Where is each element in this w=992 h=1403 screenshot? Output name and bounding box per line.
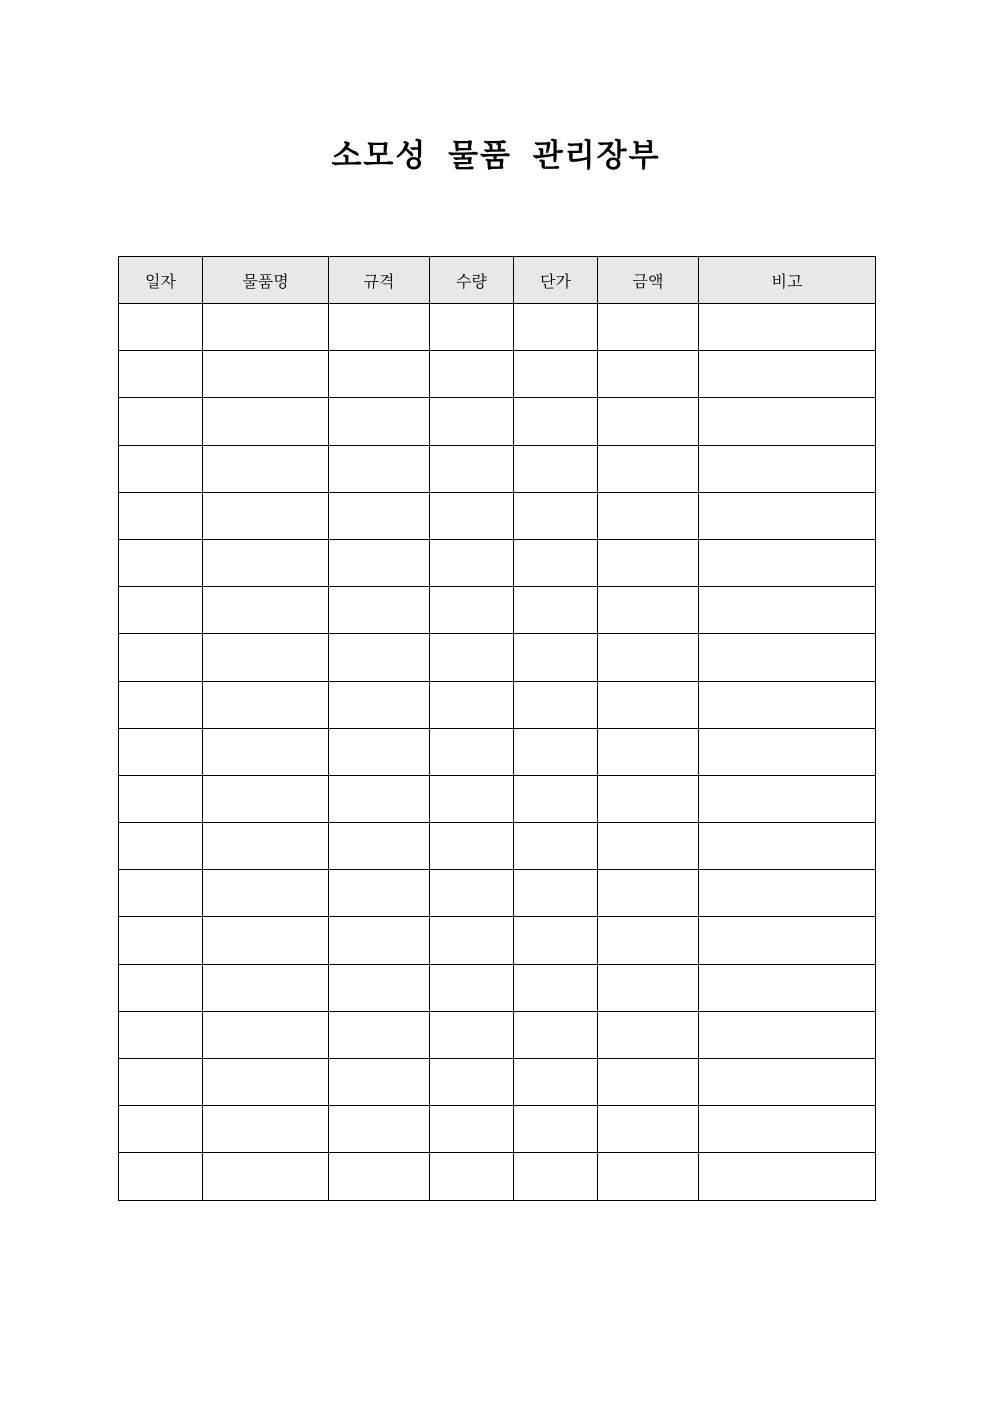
table-row (119, 964, 876, 1011)
remarks-cell[interactable] (699, 823, 876, 870)
item-name-cell[interactable] (203, 870, 329, 917)
unit-price-cell[interactable] (514, 304, 598, 351)
table-row (119, 351, 876, 398)
unit-price-cell[interactable] (514, 1011, 598, 1058)
date-cell[interactable] (119, 492, 203, 539)
amount-cell[interactable] (598, 1106, 699, 1153)
amount-cell[interactable] (598, 775, 699, 822)
column-header-spec: 규격 (329, 257, 430, 304)
remarks-cell[interactable] (699, 870, 876, 917)
table-row (119, 775, 876, 822)
amount-cell[interactable] (598, 587, 699, 634)
quantity-cell[interactable] (430, 681, 514, 728)
remarks-cell[interactable] (699, 1153, 876, 1200)
unit-price-cell[interactable] (514, 539, 598, 586)
item-name-cell[interactable] (203, 775, 329, 822)
date-cell[interactable] (119, 870, 203, 917)
column-header-date: 일자 (119, 257, 203, 304)
amount-cell[interactable] (598, 1059, 699, 1106)
table-row (119, 539, 876, 586)
date-cell[interactable] (119, 1059, 203, 1106)
spec-cell[interactable] (329, 1011, 430, 1058)
spec-cell[interactable] (329, 539, 430, 586)
column-header-unit-price: 단가 (514, 257, 598, 304)
spec-cell[interactable] (329, 492, 430, 539)
unit-price-cell[interactable] (514, 964, 598, 1011)
quantity-cell[interactable] (430, 1153, 514, 1200)
unit-price-cell[interactable] (514, 823, 598, 870)
spec-cell[interactable] (329, 1059, 430, 1106)
column-header-item-name: 물품명 (203, 257, 329, 304)
date-cell[interactable] (119, 445, 203, 492)
amount-cell[interactable] (598, 1153, 699, 1200)
remarks-cell[interactable] (699, 728, 876, 775)
quantity-cell[interactable] (430, 775, 514, 822)
spec-cell[interactable] (329, 445, 430, 492)
unit-price-cell[interactable] (514, 775, 598, 822)
item-name-cell[interactable] (203, 823, 329, 870)
date-cell[interactable] (119, 351, 203, 398)
remarks-cell[interactable] (699, 964, 876, 1011)
date-cell[interactable] (119, 823, 203, 870)
table-row (119, 1153, 876, 1200)
amount-cell[interactable] (598, 917, 699, 964)
quantity-cell[interactable] (430, 1011, 514, 1058)
date-cell[interactable] (119, 1011, 203, 1058)
date-cell[interactable] (119, 775, 203, 822)
remarks-cell[interactable] (699, 775, 876, 822)
item-name-cell[interactable] (203, 728, 329, 775)
remarks-cell[interactable] (699, 539, 876, 586)
remarks-cell[interactable] (699, 917, 876, 964)
item-name-cell[interactable] (203, 1011, 329, 1058)
item-name-cell[interactable] (203, 681, 329, 728)
item-name-cell[interactable] (203, 539, 329, 586)
unit-price-cell[interactable] (514, 728, 598, 775)
date-cell[interactable] (119, 539, 203, 586)
item-name-cell[interactable] (203, 964, 329, 1011)
remarks-cell[interactable] (699, 587, 876, 634)
quantity-cell[interactable] (430, 917, 514, 964)
remarks-cell[interactable] (699, 1106, 876, 1153)
remarks-cell[interactable] (699, 445, 876, 492)
item-name-cell[interactable] (203, 587, 329, 634)
remarks-cell[interactable] (699, 1059, 876, 1106)
unit-price-cell[interactable] (514, 634, 598, 681)
amount-cell[interactable] (598, 492, 699, 539)
spec-cell[interactable] (329, 775, 430, 822)
item-name-cell[interactable] (203, 398, 329, 445)
date-cell[interactable] (119, 964, 203, 1011)
amount-cell[interactable] (598, 634, 699, 681)
spec-cell[interactable] (329, 1153, 430, 1200)
item-name-cell[interactable] (203, 634, 329, 681)
table-row (119, 587, 876, 634)
quantity-cell[interactable] (430, 351, 514, 398)
remarks-cell[interactable] (699, 304, 876, 351)
item-name-cell[interactable] (203, 917, 329, 964)
date-cell[interactable] (119, 1153, 203, 1200)
quantity-cell[interactable] (430, 1059, 514, 1106)
unit-price-cell[interactable] (514, 1059, 598, 1106)
date-cell[interactable] (119, 728, 203, 775)
date-cell[interactable] (119, 398, 203, 445)
quantity-cell[interactable] (430, 304, 514, 351)
ledger-table (118, 256, 876, 1201)
quantity-cell[interactable] (430, 539, 514, 586)
quantity-cell[interactable] (430, 728, 514, 775)
amount-cell[interactable] (598, 398, 699, 445)
unit-price-cell[interactable] (514, 917, 598, 964)
table-row (119, 1106, 876, 1153)
quantity-cell[interactable] (430, 964, 514, 1011)
column-header-amount: 금액 (598, 257, 699, 304)
item-name-cell[interactable] (203, 445, 329, 492)
amount-cell[interactable] (598, 870, 699, 917)
column-header-remarks: 비고 (699, 257, 876, 304)
table-row (119, 870, 876, 917)
date-cell[interactable] (119, 634, 203, 681)
spec-cell[interactable] (329, 587, 430, 634)
item-name-cell[interactable] (203, 492, 329, 539)
quantity-cell[interactable] (430, 492, 514, 539)
remarks-cell[interactable] (699, 634, 876, 681)
amount-cell[interactable] (598, 351, 699, 398)
date-cell[interactable] (119, 587, 203, 634)
column-header-quantity: 수량 (430, 257, 514, 304)
quantity-cell[interactable] (430, 823, 514, 870)
quantity-cell[interactable] (430, 445, 514, 492)
amount-cell[interactable] (598, 1011, 699, 1058)
table-row (119, 634, 876, 681)
spec-cell[interactable] (329, 398, 430, 445)
spec-cell[interactable] (329, 681, 430, 728)
table-row (119, 823, 876, 870)
unit-price-cell[interactable] (514, 681, 598, 728)
table-row (119, 304, 876, 351)
unit-price-cell[interactable] (514, 492, 598, 539)
spec-cell[interactable] (329, 304, 430, 351)
unit-price-cell[interactable] (514, 398, 598, 445)
unit-price-cell[interactable] (514, 587, 598, 634)
amount-cell[interactable] (598, 823, 699, 870)
remarks-cell[interactable] (699, 1011, 876, 1058)
table-row (119, 681, 876, 728)
remarks-cell[interactable] (699, 492, 876, 539)
quantity-cell[interactable] (430, 634, 514, 681)
remarks-cell[interactable] (699, 398, 876, 445)
item-name-cell[interactable] (203, 351, 329, 398)
date-cell[interactable] (119, 1106, 203, 1153)
date-cell[interactable] (119, 917, 203, 964)
spec-cell[interactable] (329, 870, 430, 917)
spec-cell[interactable] (329, 1106, 430, 1153)
unit-price-cell[interactable] (514, 351, 598, 398)
item-name-cell[interactable] (203, 304, 329, 351)
item-name-cell[interactable] (203, 1106, 329, 1153)
table-row (119, 1011, 876, 1058)
unit-price-cell[interactable] (514, 870, 598, 917)
spec-cell[interactable] (329, 917, 430, 964)
table-row (119, 492, 876, 539)
amount-cell[interactable] (598, 681, 699, 728)
remarks-cell[interactable] (699, 681, 876, 728)
table-row (119, 917, 876, 964)
spec-cell[interactable] (329, 351, 430, 398)
amount-cell[interactable] (598, 445, 699, 492)
quantity-cell[interactable] (430, 1106, 514, 1153)
item-name-cell[interactable] (203, 1153, 329, 1200)
date-cell[interactable] (119, 681, 203, 728)
table-row (119, 398, 876, 445)
page-title: 소모성 물품 관리장부 (331, 138, 661, 174)
unit-price-cell[interactable] (514, 445, 598, 492)
ledger-body (119, 304, 876, 1201)
quantity-cell[interactable] (430, 398, 514, 445)
unit-price-cell[interactable] (514, 1106, 598, 1153)
spec-cell[interactable] (329, 728, 430, 775)
table-row (119, 728, 876, 775)
spec-cell[interactable] (329, 823, 430, 870)
quantity-cell[interactable] (430, 587, 514, 634)
table-row (119, 445, 876, 492)
spec-cell[interactable] (329, 964, 430, 1011)
table-row (119, 1059, 876, 1106)
date-cell[interactable] (119, 304, 203, 351)
amount-cell[interactable] (598, 304, 699, 351)
quantity-cell[interactable] (430, 870, 514, 917)
unit-price-cell[interactable] (514, 1153, 598, 1200)
spec-cell[interactable] (329, 634, 430, 681)
remarks-cell[interactable] (699, 351, 876, 398)
amount-cell[interactable] (598, 728, 699, 775)
header-row (119, 257, 876, 304)
amount-cell[interactable] (598, 964, 699, 1011)
item-name-cell[interactable] (203, 1059, 329, 1106)
amount-cell[interactable] (598, 539, 699, 586)
